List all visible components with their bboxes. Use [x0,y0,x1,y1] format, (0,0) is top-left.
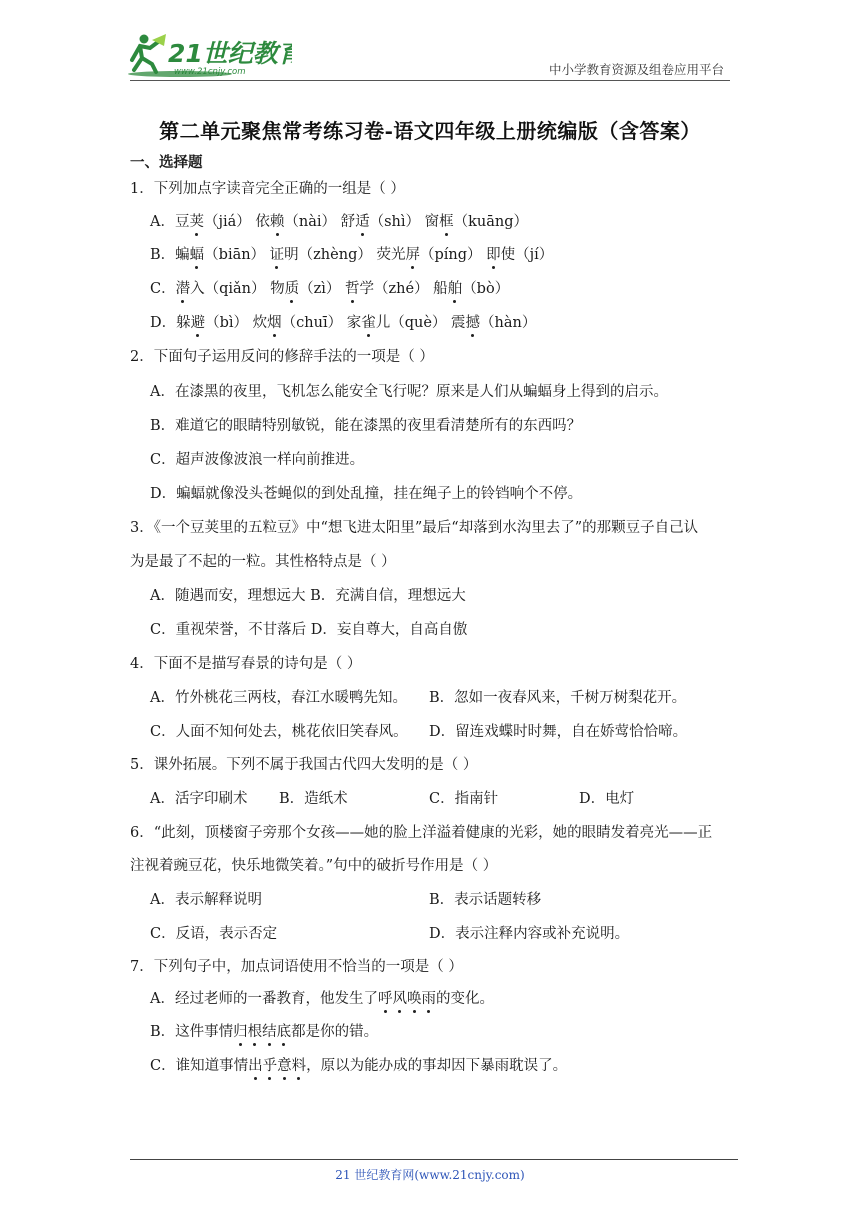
q1-option-b [150,246,553,264]
site-name: 中小学教育资源及组卷应用平台 [548,62,724,77]
dotted-char: 归 [233,1024,248,1040]
dotted-char: 赖 [269,214,285,230]
text: （kuāng） [453,214,529,230]
q4-option-a: A．竹外桃花三两枝，春江水暖鸭先知。 [150,690,407,706]
dotted-char: 根 [247,1024,263,1040]
section-heading: 一、选择题 [130,154,203,171]
text: B．这件事情 [150,1024,234,1040]
q7-option-c [150,1057,567,1075]
q4-option-b: B．忽如一夜春风来，千树万树梨花开。 [429,690,687,706]
q6-stem-line2: 注视着豌豆花，快乐地微笑着。”句中的破折号作用是（ ） [130,858,498,874]
q2-stem: 2．下面句子运用反问的修辞手法的一项是（ ） [130,349,434,365]
dotted-char: 雀 [361,315,376,331]
logo-text: 21世纪教育 [168,39,292,68]
text: （píng） [419,247,487,263]
text: 学（zhé） 船 [359,281,448,297]
q7-option-a [150,990,494,1008]
dotted-char: 证 [269,247,285,263]
text: 入（qiǎn） 物 [190,281,285,297]
header-divider [130,80,730,81]
dotted-char: 呼 [377,991,393,1007]
text: （nài） 舒 [284,214,356,230]
text: （bì） 炊 [205,315,268,331]
q2-option-d: D．蝙蝠就像没头苍蝇似的到处乱撞，挂在绳子上的铃铛响个不停。 [150,486,583,502]
q2-option-c: C．超声波像波浪一样向前推进。 [150,452,365,468]
q5-option-a: A．活字印刷术 [150,791,248,807]
dotted-char: 雨 [421,991,436,1007]
dotted-char: 底 [276,1024,292,1040]
q6-option-b: B．表示话题转移 [429,892,542,908]
q3-options-ab: A．随遇而安，理想远大 B．充满自信，理想远大 [150,588,466,604]
q5-option-c: C．指南针 [429,791,499,807]
dotted-char: 蝠 [189,247,205,263]
q7-stem: 7．下列句子中，加点词语使用不恰当的一项是（ ） [130,959,463,975]
text: （biān） [204,247,270,263]
text: 豆 [174,214,190,230]
dotted-char: 质 [284,281,300,297]
q1-option-a [150,213,528,231]
q7-option-b [150,1023,378,1041]
option-prefix: B． [150,247,176,263]
page-title: 第二单元聚焦常考练习卷-语文四年级上册统编版（含答案） [159,119,701,143]
dotted-char: 避 [190,315,206,331]
q6-stem-line1: 6．“此刻，顶楼窗子旁那个女孩——她的脸上洋溢着健康的光彩，她的眼睛发着亮光——正 [130,825,713,841]
footer-divider [130,1159,738,1160]
dotted-char: 乎 [262,1058,278,1074]
text: 使（jí） [500,247,554,263]
dotted-char: 舶 [447,281,463,297]
q6-option-a: A．表示解释说明 [150,892,262,908]
dotted-char: 结 [262,1024,277,1040]
footer-link[interactable]: 21 世纪教育网(www.21cnjy.com) [335,1168,525,1182]
text: A．经过老师的一番教育，他发生了 [150,991,378,1007]
q5-stem: 5．课外拓展。下列不属于我国古代四大发明的是（ ） [130,757,478,773]
logo-url: www.21cnjy.com [174,67,246,77]
text: 明（zhèng） 荧光 [284,247,406,263]
q6-option-d: D．表示注释内容或补充说明。 [429,926,630,942]
q4-option-d: D．留连戏蝶时时舞，自在娇莺恰恰啼。 [429,724,688,740]
text: （jiá） 依 [203,214,270,230]
dotted-char: 哲 [345,281,360,297]
dotted-char: 适 [355,214,370,230]
text: （shì） 窗 [369,214,440,230]
text: （zì） [299,281,346,297]
text: ，原以为能办成的事却因下暴雨耽误了。 [306,1058,568,1074]
q1-option-c [150,280,509,298]
text: （hàn） [480,315,537,331]
option-prefix: C． [150,281,176,297]
site-logo [122,30,292,80]
text: C．谁知道事情 [150,1058,249,1074]
dotted-char: 唤 [406,991,422,1007]
text: （bò） [462,281,510,297]
q3-stem-line2: 为是最了不起的一粒。其性格特点是（ ） [130,554,396,570]
q5-option-d: D．电灯 [579,791,635,807]
dotted-char: 意 [277,1058,292,1074]
dotted-char: 即 [486,247,501,263]
dotted-char: 烟 [267,315,282,331]
dotted-char: 框 [439,214,454,230]
option-prefix: D．躲 [150,315,191,331]
text: 都是你的错。 [291,1024,379,1040]
text: （chuī） 家 [281,315,362,331]
text: 的变化。 [435,991,494,1007]
q4-stem: 4．下面不是描写春景的诗句是（ ） [130,656,362,672]
dotted-char: 出 [248,1058,263,1074]
text: 蝙 [175,247,190,263]
dotted-char: 荚 [189,214,204,230]
q1-option-d [150,314,536,332]
q4-option-c: C．人面不知何处去，桃花依旧笑春风。 [150,724,408,740]
q2-option-b: B．难道它的眼睛特别敏锐，能在漆黑的夜里看清楚所有的东西吗？ [150,418,582,434]
q3-options-cd: C．重视荣誉，不甘落后 D．妄自尊大，自高自傲 [150,622,468,638]
dotted-char: 屏 [405,247,420,263]
q1-stem: 1．下列加点字读音完全正确的一组是（ ） [130,181,405,197]
q5-option-b: B．造纸术 [279,791,348,807]
text: 儿（què） 震 [375,315,466,331]
dotted-char: 撼 [465,315,481,331]
option-prefix: A． [150,214,175,230]
q6-option-c: C．反语，表示否定 [150,926,278,942]
q3-stem-line1: 3．《一个豆荚里的五粒豆》中“想飞进太阳里”最后“却落到水沟里去了”的那颗豆子自己认 [130,520,699,536]
q2-option-a: A．在漆黑的夜里，飞机怎么能安全飞行呢？原来是人们从蝙蝠身上得到的启示。 [150,384,668,400]
dotted-char: 风 [392,991,407,1007]
dotted-char: 潜 [175,281,191,297]
dotted-char: 料 [291,1058,307,1074]
